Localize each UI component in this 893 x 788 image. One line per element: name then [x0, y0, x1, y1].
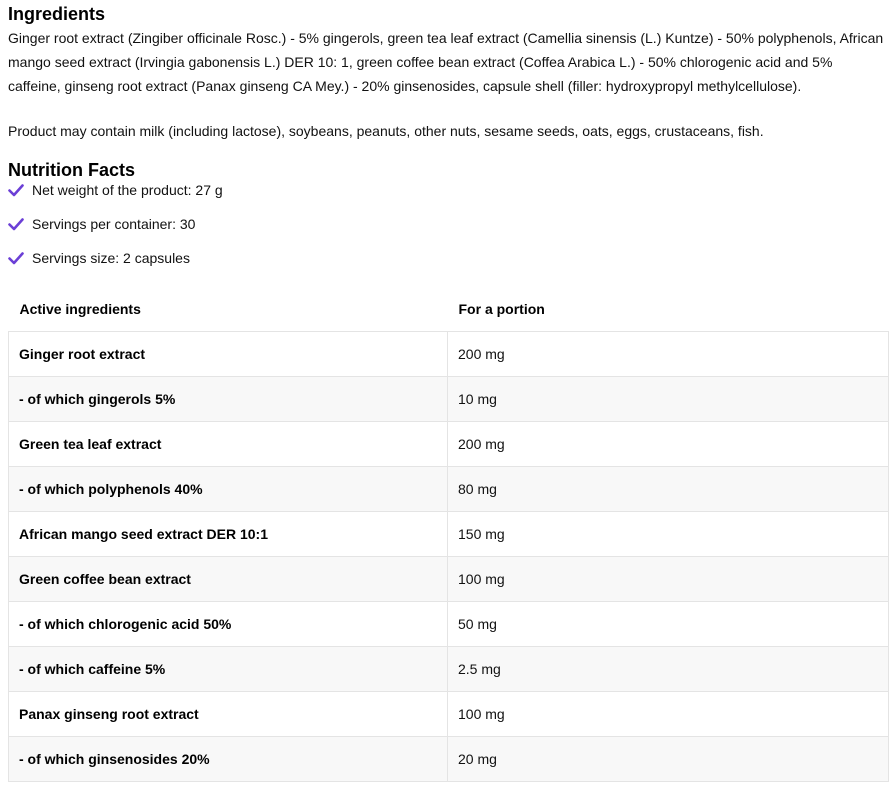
table-row — [9, 422, 889, 467]
checkmark-icon — [8, 217, 24, 231]
table-row — [9, 377, 889, 422]
ingredient-name: - of which ginsenosides 20% — [9, 737, 448, 782]
ingredient-name: - of which caffeine 5% — [9, 647, 448, 692]
table-header-row — [9, 286, 889, 332]
fact-servings-per-container — [8, 215, 888, 249]
active-ingredients-table — [8, 286, 889, 782]
portion-amount: 2.5 mg — [448, 647, 889, 692]
ingredient-name: - of which polyphenols 40% — [9, 467, 448, 512]
nutrition-facts-heading: Nutrition Facts — [8, 160, 136, 180]
table-row — [9, 602, 889, 647]
table-row — [9, 512, 889, 557]
portion-amount: 200 mg — [448, 422, 889, 467]
ingredient-name: Green tea leaf extract — [9, 422, 448, 467]
portion-amount: 20 mg — [448, 737, 889, 782]
column-header-for-a-portion: For a portion — [458, 300, 545, 317]
nutrition-facts-list — [8, 181, 888, 283]
fact-label: Servings per container: 30 — [32, 216, 196, 232]
table-row — [9, 737, 889, 782]
fact-serving-size — [8, 249, 888, 283]
table-row — [9, 332, 889, 377]
portion-amount: 80 mg — [448, 467, 889, 512]
ingredients-text: Ginger root extract (Zingiber officinale Rosc.) - 5% gingerols, green tea leaf extract (Camellia sinensis (L.) Kuntze) - 50% polyphenols, African mango seed extract (Irvingia gabonensis L.) DER 10: 1, green coffee bean extract (Coffea Arabica L.) - 50% chlorogenic acid and 5% caffeine, ginseng root extract (Panax ginseng CA Mey.) - 20% ginsenosides, capsule shell (filler: hydroxypropyl methylcellulose). — [8, 30, 884, 94]
checkmark-icon — [8, 251, 24, 265]
column-header-active-ingredients: Active ingredients — [19, 300, 141, 317]
ingredient-name: African mango seed extract DER 10:1 — [9, 512, 448, 557]
ingredient-name: Green coffee bean extract — [9, 557, 448, 602]
ingredient-name: - of which chlorogenic acid 50% — [9, 602, 448, 647]
portion-amount: 150 mg — [448, 512, 889, 557]
portion-amount: 100 mg — [448, 692, 889, 737]
ingredient-name: Panax ginseng root extract — [9, 692, 448, 737]
portion-amount: 200 mg — [448, 332, 889, 377]
table-row — [9, 647, 889, 692]
fact-label: Net weight of the product: 27 g — [32, 182, 223, 198]
checkmark-icon — [8, 183, 24, 197]
ingredient-name: - of which gingerols 5% — [9, 377, 448, 422]
portion-amount: 50 mg — [448, 602, 889, 647]
portion-amount: 100 mg — [448, 557, 889, 602]
fact-net-weight — [8, 181, 888, 215]
fact-label: Servings size: 2 capsules — [32, 250, 190, 266]
allergen-warning: Product may contain milk (including lactose), soybeans, peanuts, other nuts, sesame seeds, oats, eggs, crustaceans, fish. — [8, 123, 764, 139]
portion-amount: 10 mg — [448, 377, 889, 422]
table-row — [9, 692, 889, 737]
ingredients-heading: Ingredients — [8, 4, 106, 24]
product-info — [8, 0, 888, 767]
table-row — [9, 557, 889, 602]
ingredient-name: Ginger root extract — [9, 332, 448, 377]
table-row — [9, 467, 889, 512]
